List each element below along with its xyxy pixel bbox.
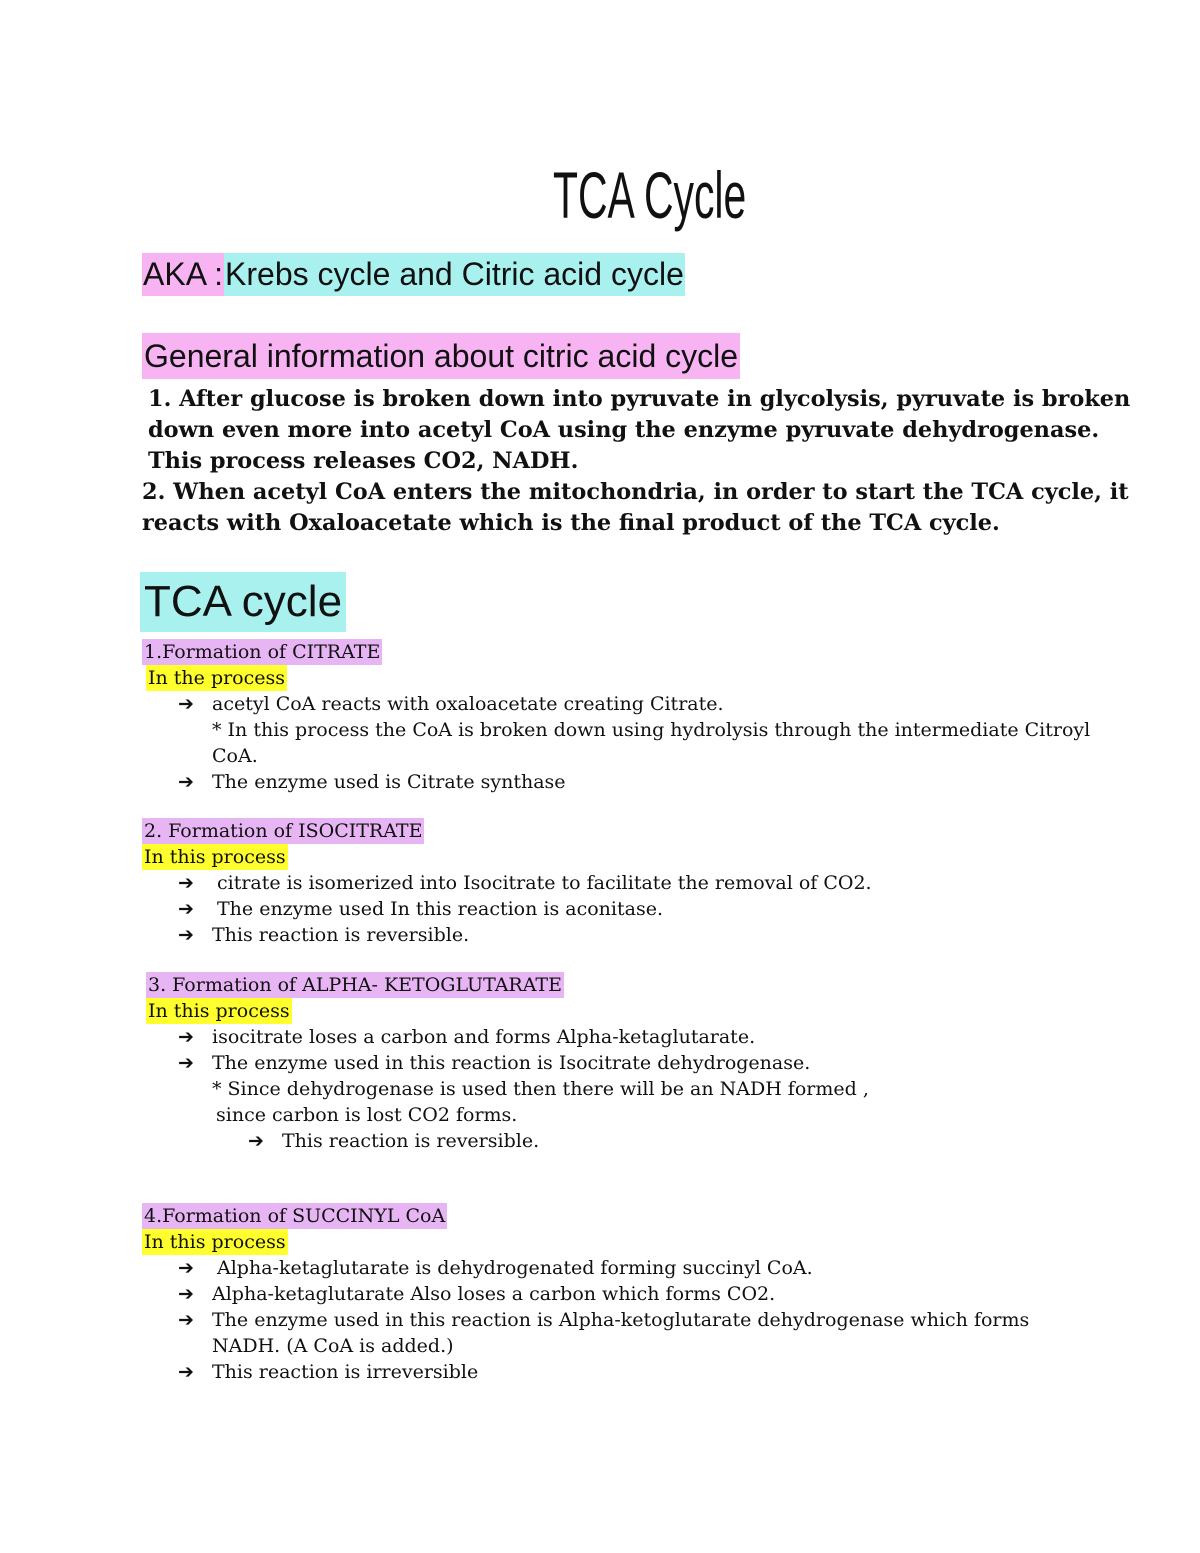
section-title: 1.Formation of CITRATE: [144, 641, 381, 663]
list-note: since carbon is lost CO2 forms.: [216, 1104, 518, 1126]
section-alpha-ketoglutarate: [142, 972, 1142, 1154]
section-title: 4.Formation of SUCCINYL CoA: [144, 1205, 446, 1227]
arrow-icon: ➔: [248, 1130, 264, 1152]
arrow-icon: ➔: [178, 872, 194, 894]
section-title: 2. Formation of ISOCITRATE: [144, 820, 423, 842]
list-item: ➔ This reaction is reversible.: [178, 924, 470, 946]
page-title: TCA Cycle: [553, 158, 747, 232]
list-item: ➔ isocitrate loses a carbon and forms Alpha-ketaglutarate.: [178, 1026, 756, 1048]
general-heading: General information about citric acid cycle: [142, 333, 740, 379]
arrow-icon: ➔: [178, 924, 194, 946]
general-body: [142, 384, 1142, 539]
list-item: ➔ The enzyme used In this reaction is aconitase.: [178, 898, 663, 920]
list-item: ➔ This reaction is irreversible: [178, 1361, 479, 1383]
arrow-icon: ➔: [178, 1283, 194, 1305]
list-item: ➔ Alpha-ketaglutarate Also loses a carbon which forms CO2.: [178, 1283, 776, 1305]
list-note: * In this process the CoA is broken down using hydrolysis through the intermediate Citroyl CoA.: [212, 719, 1091, 767]
section-citrate: [142, 639, 1142, 795]
aka-line: [142, 253, 685, 296]
section-isocitrate: [142, 818, 1142, 948]
list-item: ➔ The enzyme used in this reaction is Alpha-ketoglutarate dehydrogenase which forms: [178, 1309, 1030, 1331]
list-item: ➔ Alpha-ketaglutarate is dehydrogenated forming succinyl CoA.: [178, 1257, 813, 1279]
list-item: ➔ citrate is isomerized into Isocitrate to facilitate the removal of CO2.: [178, 872, 872, 894]
aka-value: Krebs cycle and Citric acid cycle: [224, 253, 685, 296]
list-note: * Since dehydrogenase is used then there will be an NADH formed ,: [212, 1078, 869, 1100]
arrow-icon: ➔: [178, 771, 194, 793]
list-item: ➔ The enzyme used is Citrate synthase: [178, 771, 566, 793]
arrow-icon: ➔: [178, 1257, 194, 1279]
arrow-icon: ➔: [178, 1361, 194, 1383]
section-title: 3. Formation of ALPHA- KETOGLUTARATE: [148, 974, 562, 996]
section-subtitle: In this process: [144, 846, 286, 868]
arrow-icon: ➔: [178, 898, 194, 920]
list-item: ➔ The enzyme used in this reaction is Isocitrate dehydrogenase.: [178, 1052, 811, 1074]
arrow-icon: ➔: [178, 1309, 194, 1331]
list-item: ➔ This reaction is reversible.: [248, 1130, 540, 1152]
arrow-icon: ➔: [178, 693, 194, 715]
arrow-icon: ➔: [178, 1052, 194, 1074]
general-paragraph-2: 2. When acetyl CoA enters the mitochondria, in order to start the TCA cycle, it reacts with Oxaloacetate which is the final product of the TCA cycle.: [142, 479, 1129, 536]
section-subtitle: In the process: [148, 667, 286, 689]
list-note: NADH. (A CoA is added.): [212, 1335, 454, 1357]
arrow-icon: ➔: [178, 1026, 194, 1048]
section-succinyl-coa: [142, 1203, 1142, 1385]
aka-label: AKA :: [142, 253, 224, 296]
section-subtitle: In this process: [148, 1000, 290, 1022]
general-paragraph-1: 1. After glucose is broken down into pyruvate in glycolysis, pyruvate is broken down even more into acetyl CoA using the enzyme pyruvate dehydrogenase. This process releases CO2, NADH.: [148, 386, 1131, 474]
list-item: ➔ acetyl CoA reacts with oxaloacetate creating Citrate.: [178, 693, 724, 715]
tca-heading: TCA cycle: [140, 572, 346, 632]
section-subtitle: In this process: [144, 1231, 286, 1253]
